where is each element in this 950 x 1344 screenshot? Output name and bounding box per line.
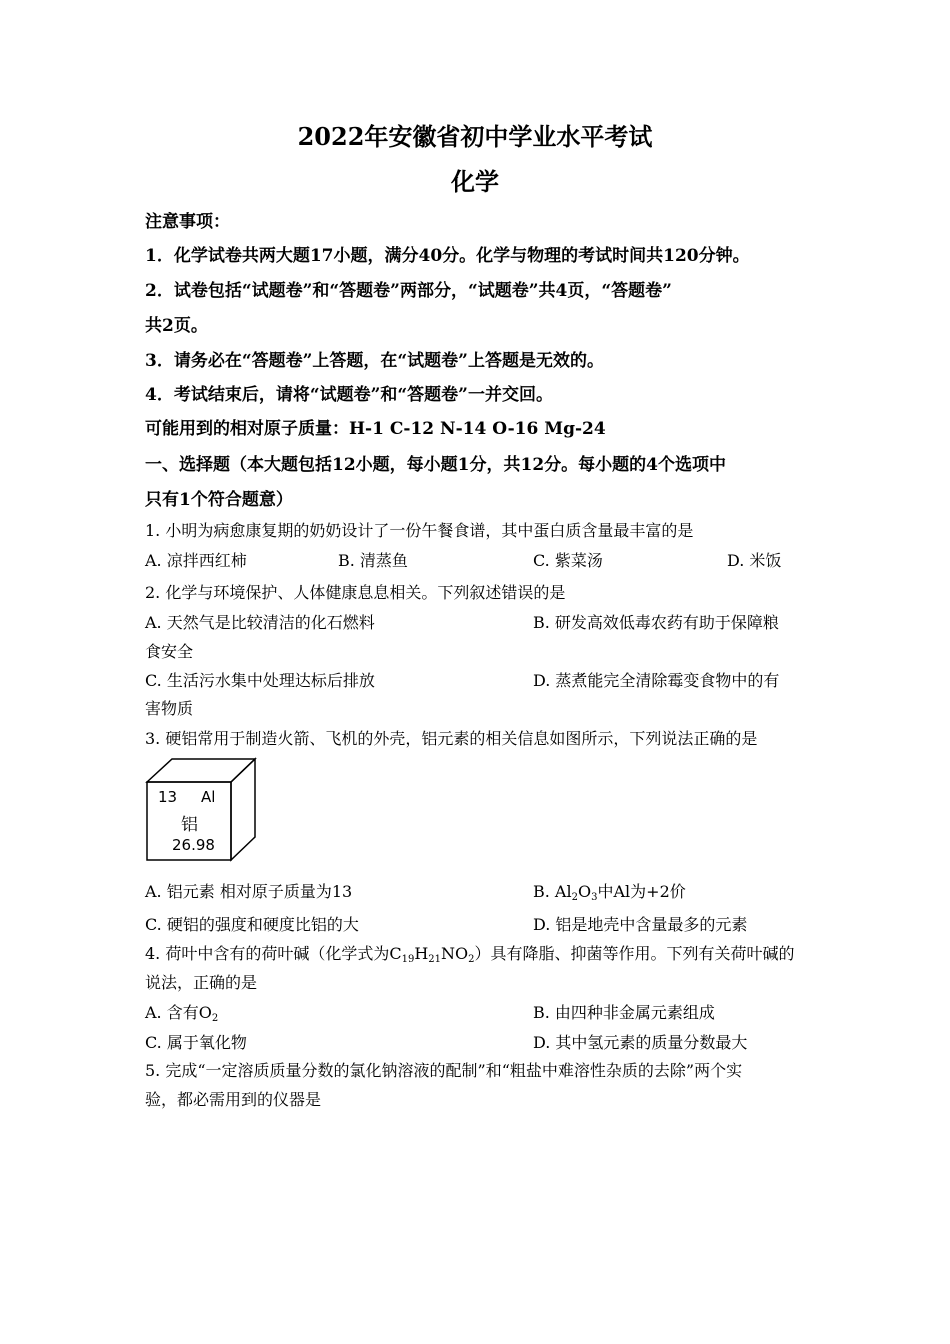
q3-option-d: D. 铝是地壳中含量最多的元素 — [533, 915, 748, 934]
q3-option-a: A. 铝元素 相对原子质量为13 — [145, 882, 353, 901]
exam-title: 2022年安徽省初中学业水平考试 — [297, 122, 653, 151]
subscript: 19 — [401, 954, 415, 965]
q1-option-b: B. 清蒸鱼 — [338, 551, 408, 570]
atomic-masses: 可能用到的相对原子质量：H-1 C-12 N-14 O-16 Mg-24 — [145, 419, 606, 439]
q4-option-d: D. 其中氢元素的质量分数最大 — [533, 1033, 748, 1052]
section-heading-cont: 只有1个符合题意） — [145, 490, 293, 510]
atomic-number: 13 — [158, 788, 178, 806]
note-item: 2．试卷包括“试题卷”和“答题卷”两部分，“试题卷”共4页，“答题卷” — [145, 281, 672, 301]
subscript: 2 — [211, 1013, 219, 1024]
notes-heading: 注意事项： — [145, 212, 230, 232]
q4-option-b: B. 由四种非金属元素组成 — [533, 1003, 715, 1022]
q3-option-c: C. 硬铝的强度和硬度比铝的大 — [145, 915, 359, 934]
question-3-stem: 3. 硬铝常用于制造火箭、飞机的外壳，铝元素的相关信息如图所示，下列说法正确的是 — [145, 729, 758, 748]
aluminum-element-card — [145, 757, 257, 862]
q2-option-a: A. 天然气是比较清洁的化石燃料 — [145, 613, 375, 632]
element-symbol: Al — [201, 788, 216, 806]
q4-option-c: C. 属于氧化物 — [145, 1033, 247, 1052]
q2-option-b: B. 研发高效低毒农药有助于保障粮 — [533, 613, 779, 632]
subscript: 21 — [428, 954, 442, 965]
question-4-stem-cont: 说法，正确的是 — [145, 973, 258, 992]
subject-title: 化学 — [451, 167, 499, 196]
question-5-stem-cont: 验，都必需用到的仪器是 — [145, 1090, 322, 1109]
q4-text: ）具有降脂、抑菌等作用。下列有关荷叶碱的 — [474, 944, 795, 963]
q2-option-d: D. 蒸煮能完全清除霉变食物中的有 — [533, 671, 780, 690]
q2-option-d-cont: 害物质 — [145, 699, 194, 718]
q4-text: H — [414, 944, 429, 963]
q3-b-text: 中Al为+2价 — [597, 882, 686, 901]
q4-text: NO — [441, 944, 469, 963]
q4-option-a — [145, 1000, 218, 1023]
note-item: 1．化学试卷共两大题17小题，满分40分。化学与物理的考试时间共120分钟。 — [145, 246, 750, 266]
q4-text: 4. 荷叶中含有的荷叶碱（化学式为C — [145, 944, 402, 963]
q3-b-text: B. Al — [533, 882, 572, 901]
section-heading: 一、选择题（本大题包括12小题，每小题1分，共12分。每小题的4个选项中 — [145, 455, 726, 475]
q4-a-text: A. 含有O — [145, 1003, 212, 1022]
note-item: 共2页。 — [145, 316, 208, 336]
q1-option-d: D. 米饭 — [727, 551, 782, 570]
atomic-mass: 26.98 — [172, 836, 215, 854]
question-4-stem — [145, 941, 795, 964]
q2-option-b-cont: 食安全 — [145, 642, 194, 661]
subscript: 2 — [468, 954, 475, 965]
q3-option-b — [533, 879, 686, 902]
q3-b-text: O — [577, 882, 592, 901]
question-5-stem: 5. 完成“一定溶质质量分数的氯化钠溶液的配制”和“粗盐中难溶性杂质的去除”两个实 — [145, 1061, 743, 1080]
question-2-stem: 2. 化学与环境保护、人体健康息息相关。下列叙述错误的是 — [145, 583, 566, 602]
element-name: 铝 — [181, 815, 198, 835]
q1-option-a: A. 凉拌西红柿 — [145, 551, 247, 570]
q1-option-c: C. 紫菜汤 — [533, 551, 603, 570]
note-item: 4．考试结束后，请将“试题卷”和“答题卷”一并交回。 — [145, 385, 553, 405]
subscript: 3 — [591, 892, 598, 903]
subscript: 2 — [571, 892, 578, 903]
q2-option-c: C. 生活污水集中处理达标后排放 — [145, 671, 375, 690]
note-item: 3．请务必在“答题卷”上答题，在“试题卷”上答题是无效的。 — [145, 351, 604, 371]
question-1-stem: 1. 小明为病愈康复期的奶奶设计了一份午餐食谱，其中蛋白质含量最丰富的是 — [145, 521, 694, 540]
